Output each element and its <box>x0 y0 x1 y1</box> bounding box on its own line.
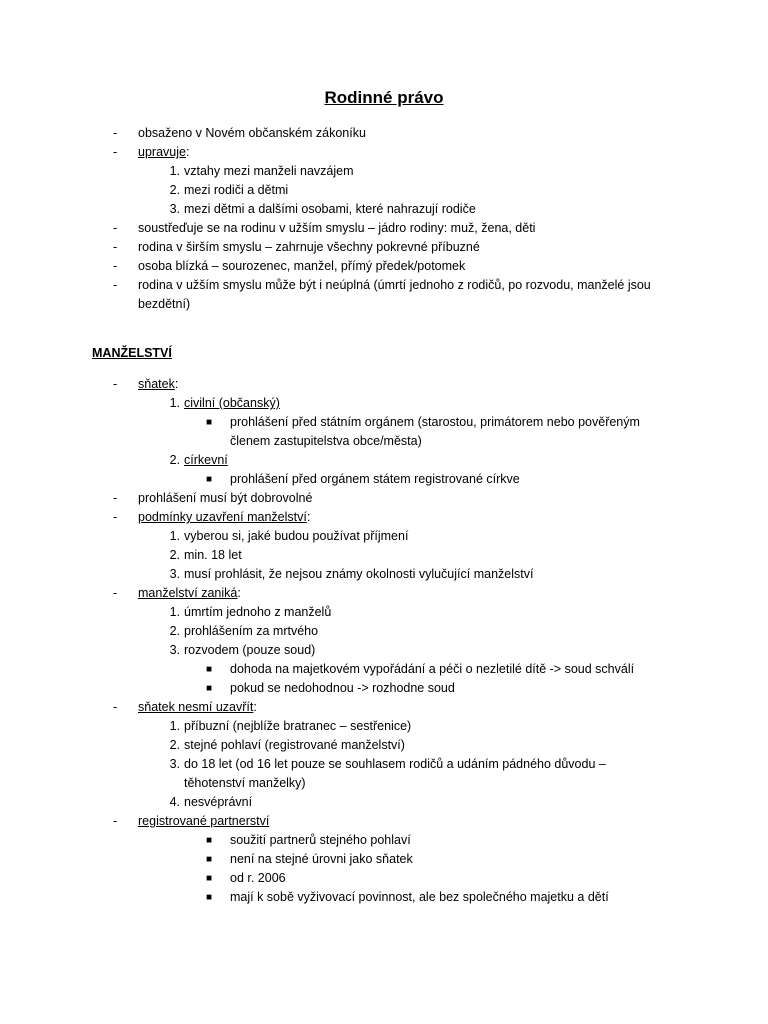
list-number: 3. <box>169 643 180 657</box>
section-heading: MANŽELSTVÍ <box>92 346 172 360</box>
bullet-item: dohoda na majetkovém vypořádání a péči o nezletilé dítě -> soud schválí <box>230 662 635 676</box>
list-dash: - <box>113 240 118 254</box>
bullet-item: prohlášení před státním orgánem (starostou, primátorem nebo pověřeným <box>230 415 640 429</box>
list-dash: - <box>113 221 118 235</box>
zanika-item <box>138 584 241 603</box>
sub-item: min. 18 let <box>184 548 242 562</box>
list-number: 1. <box>169 719 180 733</box>
sub-item-continuation: těhotenství manželky) <box>184 776 306 790</box>
list-number: 1. <box>169 396 180 410</box>
podminky-label: podmínky uzavření manželství <box>138 510 307 524</box>
square-bullet: ■ <box>206 474 213 485</box>
satek-item <box>138 375 178 394</box>
list-dash: - <box>113 586 118 600</box>
intro-item: rodina v užším smyslu může být i neúplná (úmrtí jednoho z rodičů, po rozvodu, manželé jsou <box>138 278 651 292</box>
list-number: 1. <box>169 164 180 178</box>
sub-item: nesvéprávní <box>184 795 253 809</box>
intro-item-continuation: bezdětní) <box>138 297 191 311</box>
colon: : <box>237 586 241 600</box>
sub-item: rozvodem (pouze soud) <box>184 643 316 657</box>
list-number: 4. <box>169 795 180 809</box>
bullet-item: pokud se nedohodnou -> rozhodne soud <box>230 681 455 695</box>
dobrovolne-item: prohlášení musí být dobrovolné <box>138 491 313 505</box>
square-bullet: ■ <box>206 417 213 428</box>
page-title: Rodinné právo <box>324 88 444 107</box>
sub-item: mezi dětmi a dalšími osobami, které nahrazují rodiče <box>184 202 476 216</box>
list-number: 2. <box>169 624 180 638</box>
upravuje-label: upravuje <box>138 145 186 159</box>
list-number: 1. <box>169 529 180 543</box>
sub-item: úmrtím jednoho z manželů <box>184 605 332 619</box>
square-bullet: ■ <box>206 854 213 865</box>
list-number: 3. <box>169 757 180 771</box>
list-number: 2. <box>169 738 180 752</box>
bullet-item: od r. 2006 <box>230 871 286 885</box>
list-dash: - <box>113 814 118 828</box>
bullet-item: mají k sobě vyživovací povinnost, ale bez společného majetku a dětí <box>230 890 609 904</box>
registrovane-label: registrované partnerství <box>138 814 270 828</box>
bullet-item: není na stejné úrovni jako sňatek <box>230 852 413 866</box>
satek-label: sňatek <box>138 377 175 391</box>
list-number: 2. <box>169 183 180 197</box>
list-dash: - <box>113 126 118 140</box>
sub-item: stejné pohlaví (registrované manželství) <box>184 738 405 752</box>
list-number: 2. <box>169 548 180 562</box>
sub-item: mezi rodiči a dětmi <box>184 183 289 197</box>
bullet-item-continuation: členem zastupitelstva obce/města) <box>230 434 422 448</box>
square-bullet: ■ <box>206 664 213 675</box>
list-dash: - <box>113 700 118 714</box>
list-dash: - <box>113 491 118 505</box>
list-number: 2. <box>169 453 180 467</box>
bullet-item: prohlášení před orgánem státem registrované církve <box>230 472 520 486</box>
nesmi-item <box>138 698 257 717</box>
intro-item: rodina v širším smyslu – zahrnuje všechny pokrevné příbuzné <box>138 240 480 254</box>
nesmi-label: sňatek nesmí uzavřít <box>138 700 254 714</box>
colon: : <box>306 510 311 524</box>
square-bullet: ■ <box>206 835 213 846</box>
sub-item: příbuzní (nejblíže bratranec – sestřenice) <box>184 719 412 733</box>
square-bullet: ■ <box>206 683 213 694</box>
list-dash: - <box>113 377 118 391</box>
zanika-label: manželství zaniká <box>138 586 238 600</box>
list-dash: - <box>113 278 118 292</box>
civil-label: civilní (občanský) <box>184 396 280 410</box>
sub-item: musí prohlásit, že nejsou známy okolnosti vylučující manželství <box>184 567 534 581</box>
intro-item: soustřeďuje se na rodinu v užším smyslu – jádro rodiny: muž, žena, děti <box>138 221 536 235</box>
podminky-item <box>138 508 310 527</box>
list-dash: - <box>113 259 118 273</box>
intro-item: osoba blízká – sourozenec, manžel, přímý předek/potomek <box>138 259 466 273</box>
intro-item: obsaženo v Novém občanském zákoníku <box>138 126 366 140</box>
church-label: církevní <box>184 453 228 467</box>
intro-item-upravuje <box>138 143 189 162</box>
colon: : <box>253 700 257 714</box>
list-number: 3. <box>169 202 180 216</box>
sub-item: vztahy mezi manželi navzájem <box>184 164 354 178</box>
sub-item: do 18 let (od 16 let pouze se souhlasem rodičů a udáním pádného důvodu – <box>184 757 606 771</box>
list-number: 3. <box>169 567 180 581</box>
square-bullet: ■ <box>206 892 213 903</box>
list-dash: - <box>113 510 118 524</box>
sub-item: prohlášením za mrtvého <box>184 624 319 638</box>
colon: : <box>174 377 179 391</box>
list-number: 1. <box>169 605 180 619</box>
square-bullet: ■ <box>206 873 213 884</box>
sub-item: vyberou si, jaké budou používat příjmení <box>184 529 409 543</box>
colon: : <box>185 145 190 159</box>
bullet-item: soužití partnerů stejného pohlaví <box>230 833 411 847</box>
list-dash: - <box>113 145 118 159</box>
